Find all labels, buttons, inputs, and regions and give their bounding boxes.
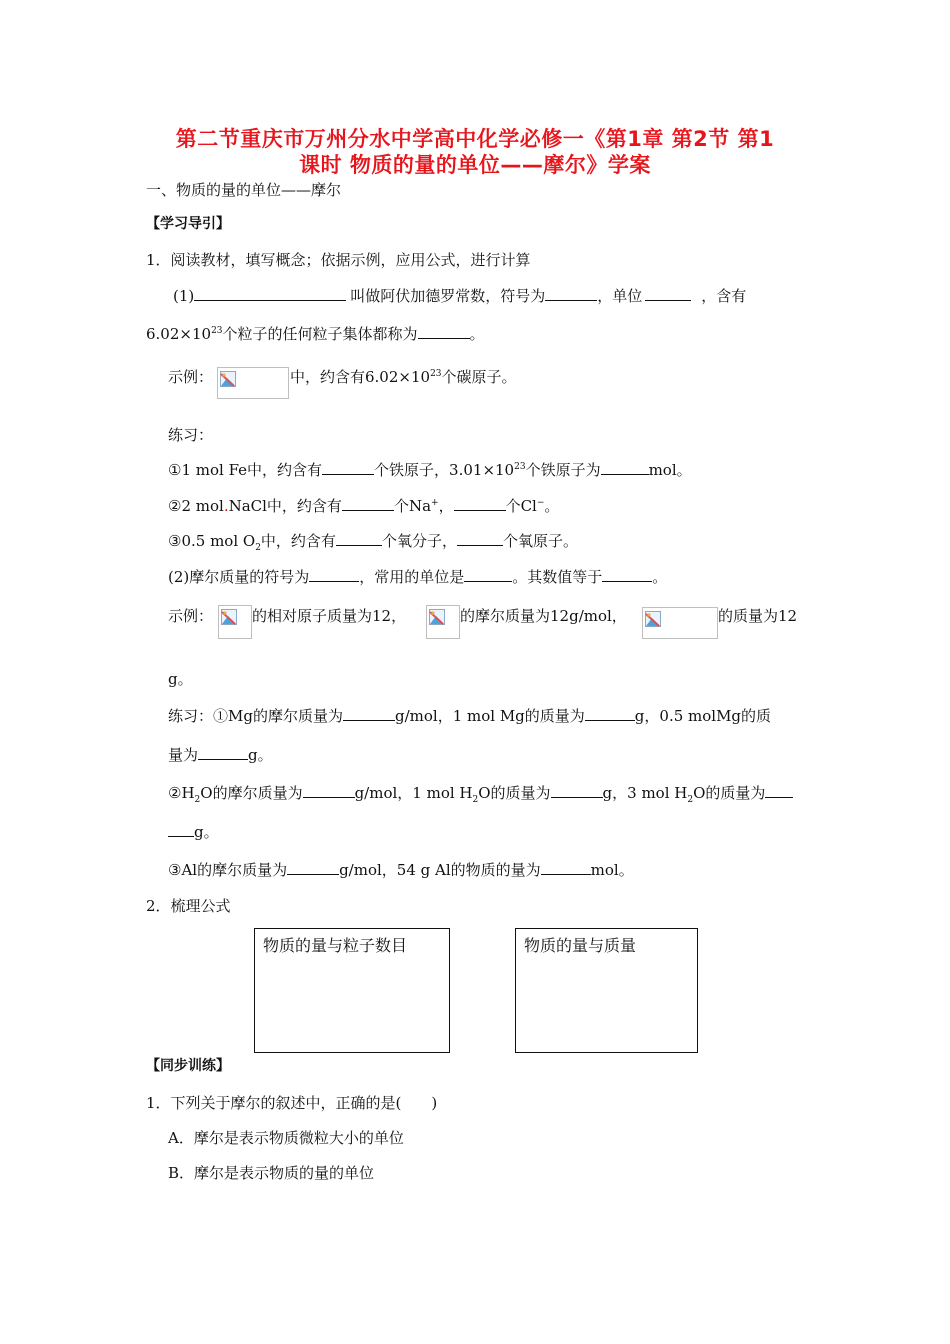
answer-blank[interactable]	[457, 531, 503, 546]
practice-text: O的质量为	[693, 784, 766, 802]
answer-blank[interactable]	[645, 286, 691, 301]
practice-text: 个Na	[393, 497, 432, 515]
subscript: 2	[472, 795, 479, 805]
practice-text: g/mol，1 mol Mg的质量为	[394, 707, 585, 725]
practice-text: ①Mg的摩尔质量为	[213, 707, 343, 725]
image-placeholder	[218, 605, 252, 639]
practice-2-line-1	[168, 706, 771, 726]
q1-prefix: (1)	[173, 287, 195, 305]
formula-box-label: 物质的量与粒子数目	[263, 936, 408, 955]
period: 。	[469, 325, 485, 343]
q1-text: 个粒子的任何粒子集体都称为	[222, 325, 418, 343]
image-placeholder	[217, 367, 289, 399]
number-text: 6.02×10	[146, 325, 212, 343]
practice-text: NaCl中，约含有	[228, 497, 342, 515]
answer-blank[interactable]	[545, 286, 597, 301]
formula-box-label: 物质的量与质量	[524, 936, 637, 955]
example-2-continuation: g。	[168, 670, 193, 688]
practice-2-line-2	[168, 745, 273, 765]
example-text: 中，约含有6.02×10	[290, 368, 431, 386]
answer-blank[interactable]	[765, 783, 793, 798]
subscript: 2	[687, 795, 694, 805]
section-heading: 一、物质的量的单位——摩尔	[146, 181, 342, 199]
answer-blank[interactable]	[198, 745, 248, 760]
answer-blank[interactable]	[303, 783, 355, 798]
practice-text: g。	[248, 746, 273, 764]
practice-text: ①1 mol Fe中，约含有	[168, 461, 323, 479]
practice-label: 练习：	[168, 707, 214, 725]
example-1-text	[290, 367, 517, 387]
charge: +	[431, 498, 439, 508]
example-2-text-b: 的摩尔质量为12g/mol，	[460, 607, 627, 625]
question-2-line	[168, 567, 667, 587]
practice-text: 个氧分子，	[381, 532, 457, 550]
practice-text: 。	[544, 497, 560, 515]
formula-box-mass	[515, 928, 698, 1053]
exponent: 23	[430, 369, 442, 379]
practice-2	[168, 496, 559, 516]
question-1-line-2	[146, 324, 485, 344]
practice-label: 练习：	[168, 426, 214, 444]
exponent: 23	[211, 326, 223, 336]
question-1-line	[173, 286, 746, 306]
answer-blank[interactable]	[343, 706, 395, 721]
practice-2-item-2	[168, 783, 793, 803]
practice-text: g。	[194, 823, 219, 841]
broken-image-icon	[645, 611, 661, 627]
image-placeholder	[426, 605, 460, 639]
broken-image-icon	[221, 609, 237, 625]
example-2-text-c: 的质量为12	[718, 607, 798, 625]
q2-text: ，常用的单位是	[359, 568, 465, 586]
practice-text: ③0.5 mol O	[168, 532, 256, 550]
practice-text: 个Cl	[505, 497, 537, 515]
practice-text: ②2 mol	[168, 497, 224, 515]
answer-blank[interactable]	[336, 531, 382, 546]
practice-text: g，3 mol H	[602, 784, 688, 802]
broken-image-icon	[220, 371, 236, 387]
answer-blank[interactable]	[287, 860, 339, 875]
practice-1	[168, 460, 692, 480]
practice-text: O的质量为	[478, 784, 551, 802]
answer-blank[interactable]	[342, 496, 394, 511]
example-label: 示例：	[168, 607, 214, 625]
practice-text: g/mol，54 g Al的物质的量为	[339, 861, 541, 879]
sync-training-heading: 【同步训练】	[146, 1058, 230, 1074]
q1-text: ，含有	[701, 287, 747, 305]
answer-blank[interactable]	[454, 496, 506, 511]
q1-text: ，单位	[597, 287, 643, 305]
answer-blank[interactable]	[551, 783, 603, 798]
exponent: 23	[514, 462, 526, 472]
subscript: 2	[255, 543, 261, 553]
choice-b: B．摩尔是表示物质的量的单位	[168, 1164, 375, 1182]
answer-blank[interactable]	[168, 822, 194, 837]
answer-blank[interactable]	[541, 860, 591, 875]
q1-text: 叫做阿伏加德罗常数，符号为	[350, 287, 546, 305]
q2-text: 。其数值等于	[512, 568, 603, 586]
practice-text: 个铁原子，3.01×10	[374, 461, 515, 479]
practice-text: ③Al的摩尔质量为	[168, 861, 288, 879]
practice-text: ，	[438, 497, 454, 515]
study-guide-heading: 【学习导引】	[146, 216, 230, 232]
example-label: 示例：	[168, 368, 214, 386]
choice-a: A．摩尔是表示物质微粒大小的单位	[168, 1129, 404, 1147]
answer-blank[interactable]	[309, 567, 359, 582]
example-2-text-a: 的相对原子质量为12，	[252, 607, 407, 625]
subscript: 2	[194, 795, 201, 805]
item-1-heading: 1．阅读教材，填写概念；依据示例，应用公式，进行计算	[146, 251, 531, 269]
practice-text: 个氧原子。	[502, 532, 578, 550]
practice-2-item-3	[168, 860, 634, 880]
practice-text: mol。	[648, 461, 692, 479]
red-dot: .	[223, 497, 229, 515]
answer-blank[interactable]	[322, 460, 374, 475]
answer-blank[interactable]	[585, 706, 635, 721]
image-placeholder	[642, 607, 718, 639]
q2-text: 。	[652, 568, 668, 586]
answer-blank[interactable]	[464, 567, 512, 582]
practice-text: g，0.5 molMg的质	[634, 707, 772, 725]
example-text: 个碳原子。	[441, 368, 517, 386]
practice-text: O的摩尔质量为	[200, 784, 303, 802]
answer-blank[interactable]	[602, 567, 652, 582]
charge: −	[536, 498, 545, 508]
sync-question-1: 1．下列关于摩尔的叙述中，正确的是( )	[146, 1094, 438, 1112]
document-title-line-1: 第二节重庆市万州分水中学高中化学必修一《第1章 第2节 第1	[175, 127, 775, 151]
q2-text: (2)摩尔质量的符号为	[168, 568, 310, 586]
document-title-line-2: 课时 物质的量的单位——摩尔》学案	[299, 153, 651, 177]
item-2-heading: 2．梳理公式	[146, 897, 231, 915]
answer-blank[interactable]	[194, 286, 346, 301]
practice-text: ②H	[168, 784, 195, 802]
practice-text: 中，约含有	[260, 532, 336, 550]
answer-blank[interactable]	[418, 324, 470, 339]
practice-text: 量为	[168, 746, 199, 764]
formula-box-particles	[254, 928, 450, 1053]
practice-2-item-2-cont	[168, 822, 219, 842]
practice-text: mol。	[590, 861, 634, 879]
answer-blank[interactable]	[601, 460, 649, 475]
practice-text: g/mol，1 mol H	[354, 784, 473, 802]
practice-text: 个铁原子为	[525, 461, 601, 479]
practice-3	[168, 531, 578, 551]
broken-image-icon	[429, 609, 445, 625]
